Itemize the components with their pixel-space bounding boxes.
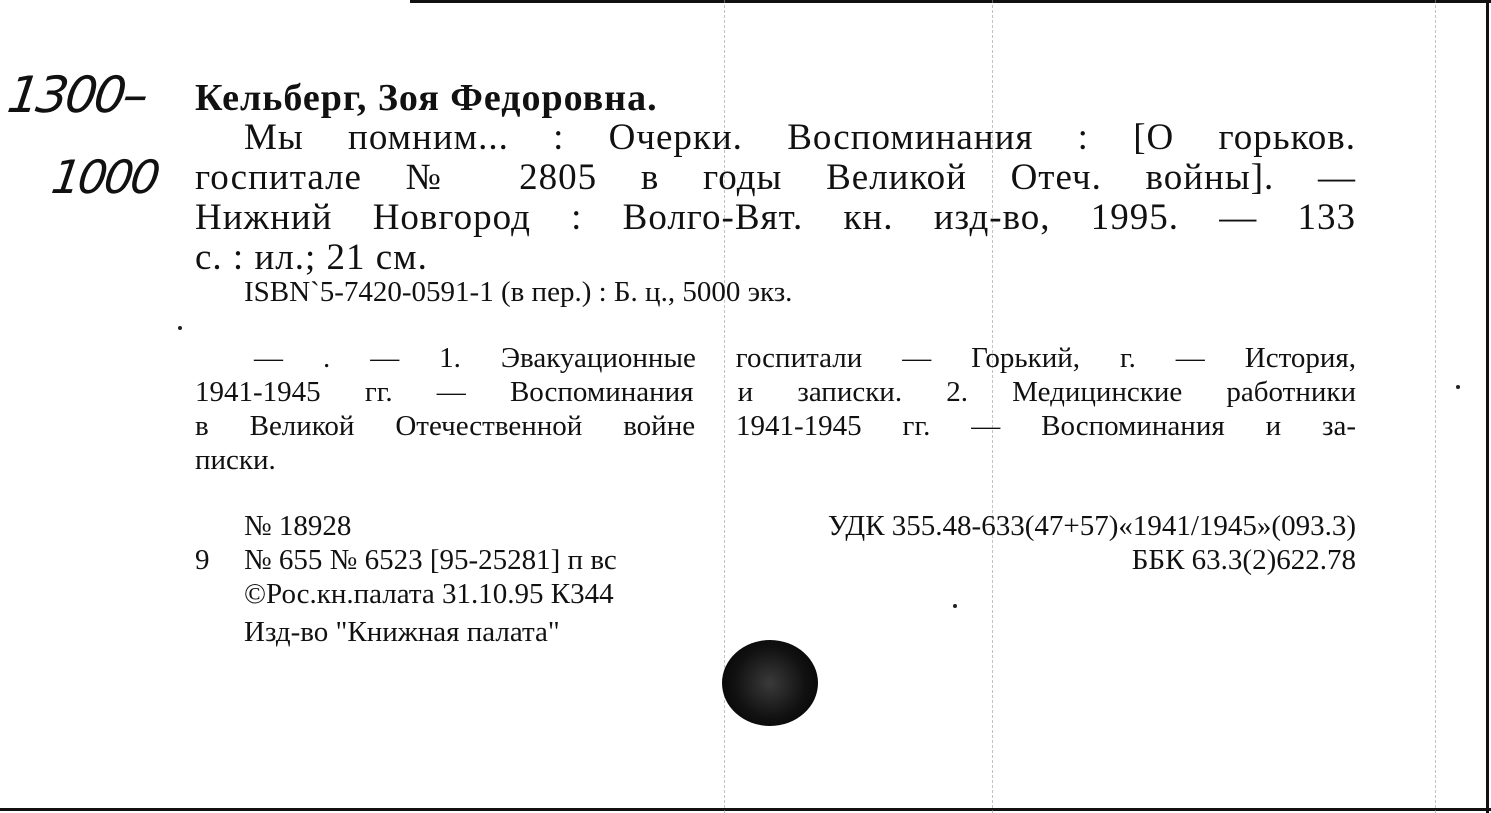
card-bottom-border [0,808,1491,811]
scan-guide-line [1435,0,1436,813]
handwritten-price-old: 1300– [3,66,150,124]
card-count-number: 9 [195,544,210,576]
card-numbers: № 655 № 6523 [95-25281] п вс [244,544,617,576]
bbk-code: ББК 63.3(2)622.78 [1131,544,1356,576]
title-line: с. : ил.; 21 см. [195,237,428,278]
subject-line: — . — 1. Эвакуационные госпитали — Горький, г. — История, [254,342,1356,374]
card-right-border [1486,0,1489,813]
card-punch-hole [722,640,818,726]
handwritten-price-new: 1000 [48,150,161,204]
title-line: госпитале № 2805 в годы Великой Отеч. войны]. — [195,157,1356,198]
copyright-line: ©Рос.кн.палата 31.10.95 К344 [244,578,614,610]
udk-code: УДК 355.48-633(47+57)«1941/1945»(093.3) [827,510,1356,542]
title-line: Нижний Новгород : Волго-Вят. кн. изд-во, 1995. — 133 [195,197,1356,238]
scan-speck [178,326,182,330]
subject-line: писки. [195,444,276,476]
subject-line: 1941-1945 гг. — Воспоминания и записки. 2. Медицинские работники [195,376,1356,408]
record-number: № 18928 [244,510,352,542]
subject-line: в Великой Отечественной войне 1941-1945 гг. — Воспоминания и за- [195,410,1356,442]
card-top-border [410,0,1491,3]
scan-speck [953,604,957,608]
scan-speck [1456,385,1460,389]
publisher-line: Изд-во "Книжная палата" [244,616,560,648]
title-line: Мы помним... : Очерки. Воспоминания : [О горьков. [244,117,1356,158]
isbn-line: ISBN`5-7420-0591-1 (в пер.) : Б. ц., 5000 экз. [244,276,793,308]
author-heading: Кельберг, Зоя Федоровна. [195,77,658,119]
